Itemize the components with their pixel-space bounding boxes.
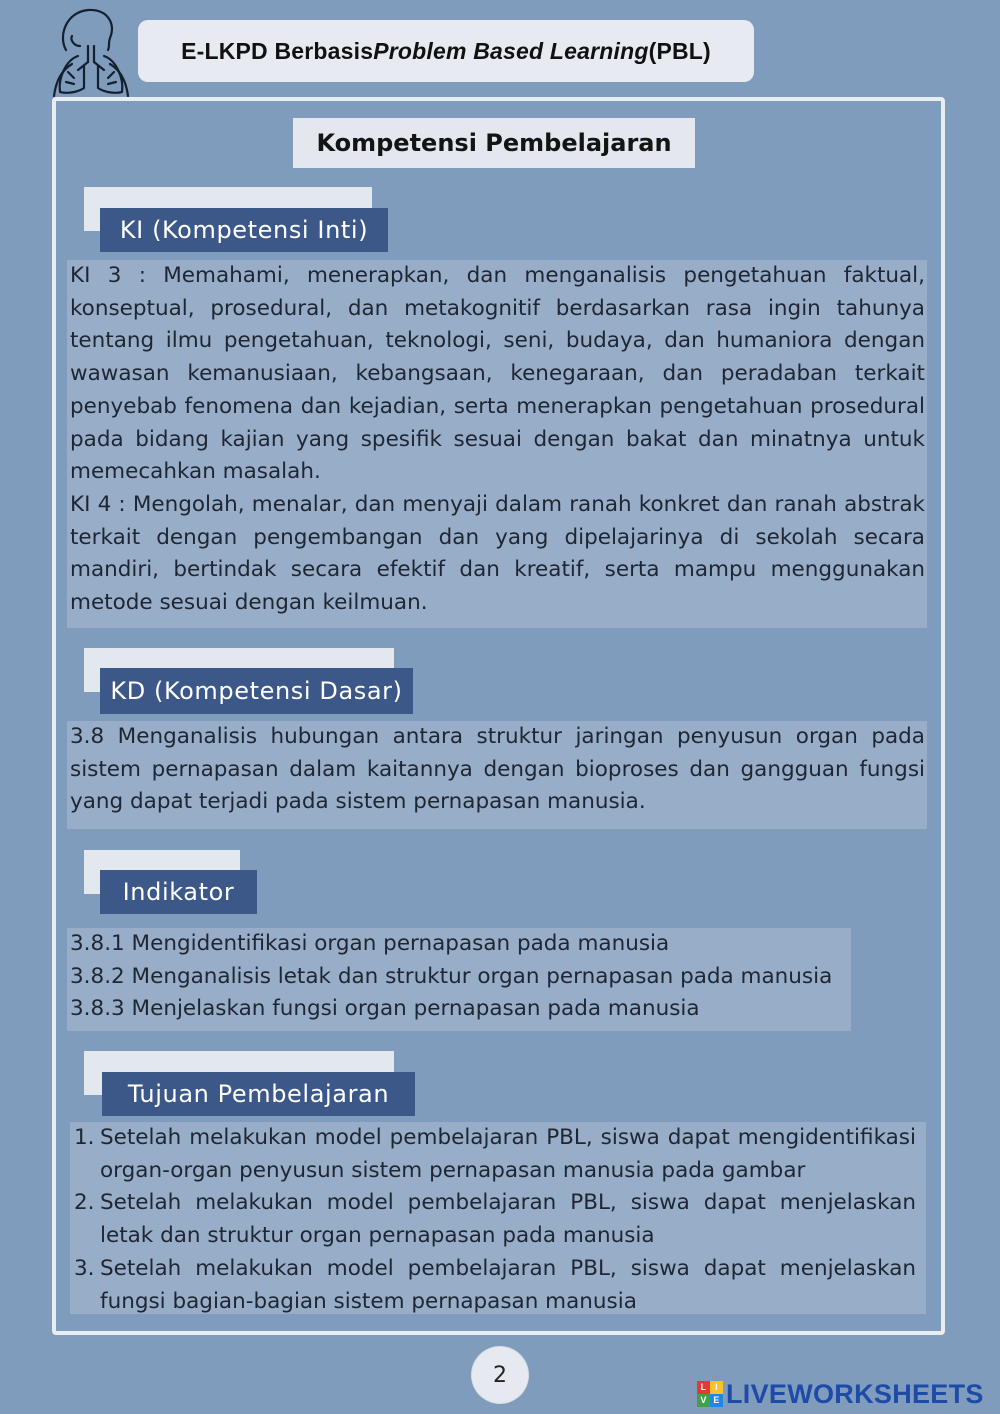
list-item [74,1253,916,1318]
kd-content [67,721,927,829]
logo-letter: L [697,1381,710,1394]
logo-letter: I [710,1381,723,1394]
kd-heading: KD (Kompetensi Dasar) [100,668,413,714]
ki-content [67,260,927,628]
header-title-part: (PBL) [648,37,711,64]
list-item: 3.8.2 Menganalisis letak dan struktur organ pernapasan pada manusia [70,963,833,989]
ki-heading: KI (Kompetensi Inti) [100,208,388,252]
lungs-icon [52,6,130,98]
list-text: Setelah melakukan model pembelajaran PBL, siswa dapat mengidentifikasi organ-organ penyusun sistem pernapasan manusia pada gambar [100,1125,916,1183]
brand-name: LIVEWORKSHEETS [726,1378,984,1409]
list-text: Setelah melakukan model pembelajaran PBL, siswa dapat menjelaskan letak dan struktur organ pernapasan pada manusia [100,1190,916,1249]
list-text: Setelah melakukan model pembelajaran PBL, siswa dapat menjelaskan fungsi bagian-bagian sistem pernapasan manusia [100,1255,916,1314]
tujuan-list [70,1122,926,1314]
logo-letter: V [697,1394,710,1407]
ki-3-text: KI 3 : Memahami, menerapkan, dan menganalisis pengetahuan faktual, konseptual, prosedural, dan metakognitif berdasarkan rasa ingin tahunya tentang ilmu pengetahuan, teknologi, seni, budaya, dan humaniora dengan wawasan kemanusiaan, kebangsaan, kenegaraan, dan peradaban terkait penyebab fenomena dan kejadian, serta menerapkan pengetahuan prosedural pada bidang kajian yang spesifik sesuai dengan bakat dan minatnya untuk memecahkan masalah. [70,263,925,485]
logo-letter: E [710,1394,723,1407]
list-item [74,1187,916,1252]
page-number: 2 [472,1347,528,1403]
document-header [138,20,754,82]
indikator-list [67,928,851,1031]
list-item [74,1122,916,1187]
list-number: 3. [74,1255,95,1281]
header-title-italic: Problem Based Learning [373,37,649,64]
list-number: 2. [74,1190,95,1216]
page-title: Kompetensi Pembelajaran [293,118,695,168]
ki-4-text: KI 4 : Mengolah, menalar, dan menyaji dalam ranah konkret dan ranah abstrak terkait dengan pengembangan dan yang dipelajarinya di sekolah secara mandiri, bertindak secara efektif dan kreatif, serta mampu menggunakan metode sesuai dengan keilmuan. [70,491,925,616]
list-item: 3.8.3 Menjelaskan fungsi organ pernapasan pada manusia [70,996,700,1022]
tujuan-heading: Tujuan Pembelajaran [102,1072,415,1116]
list-number: 1. [74,1125,95,1150]
header-title-part: E-LKPD Berbasis [181,37,374,64]
brand-logo-icon [697,1381,723,1407]
kd-text: 3.8 Menganalisis hubungan antara struktur jaringan penyusun organ pada sistem pernapasan dalam kaitannya dengan bioproses dan gangguan fungsi yang dapat terjadi pada sistem pernapasan manusia. [70,724,925,815]
liveworksheets-logo[interactable] [697,1378,984,1410]
list-item: 3.8.1 Mengidentifikasi organ pernapasan pada manusia [70,931,670,956]
indikator-heading: Indikator [100,870,257,914]
